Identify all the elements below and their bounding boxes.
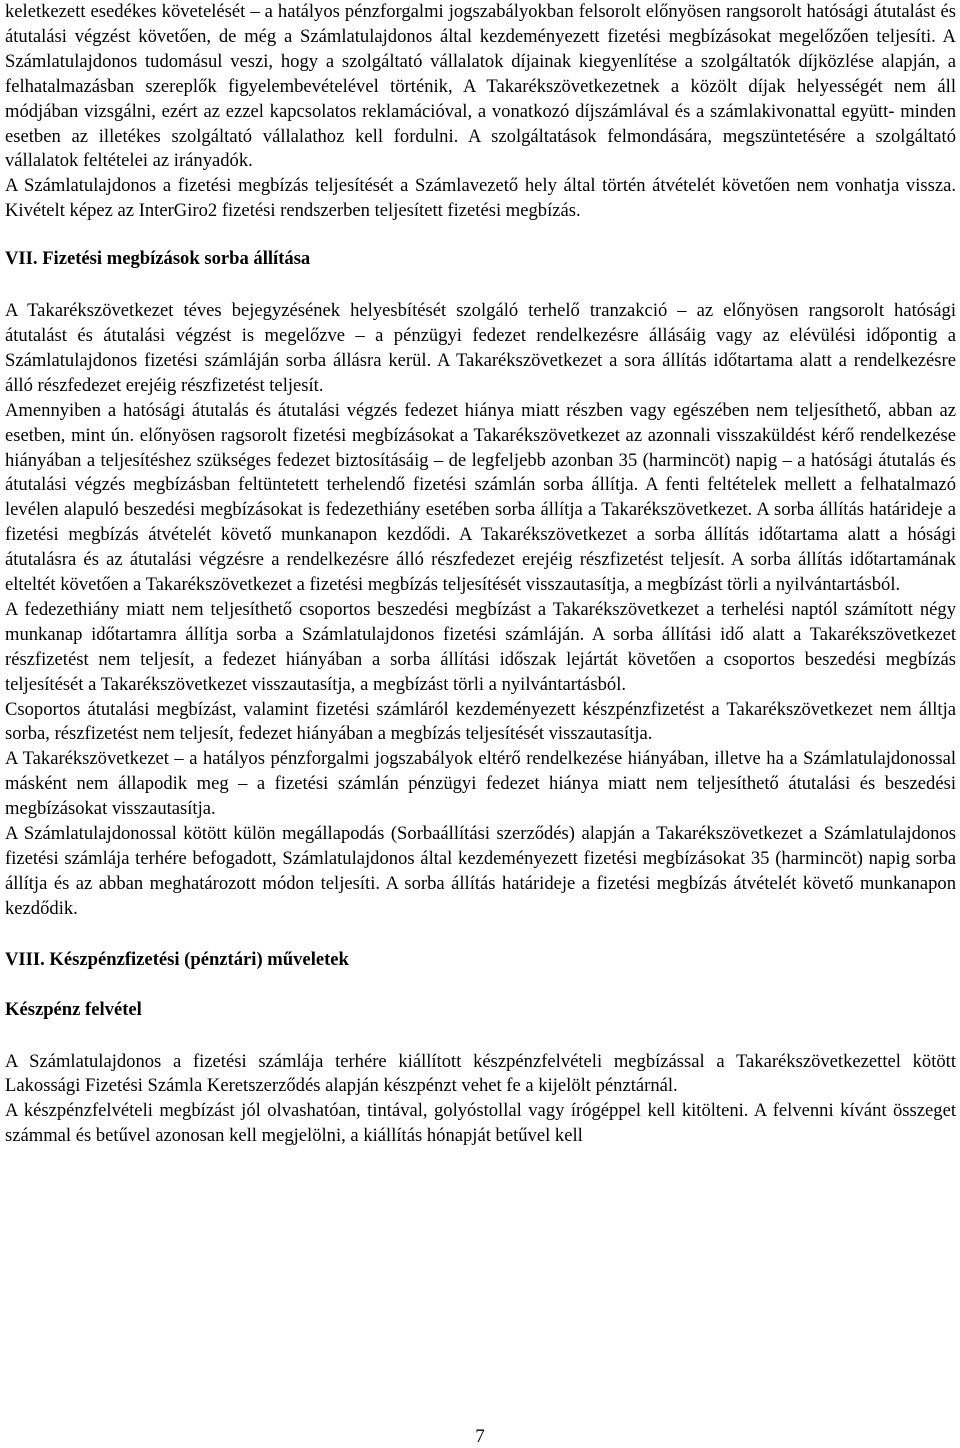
paragraph-withdrawal-form: A készpénzfelvételi megbízást jól olvashatóan, tintával, golyóstollal vagy írógéppel kell kitölteni. A felvenni kívánt összeget számmal és betűvel azonosan kell megjelölni, a kiállítás hónapját betűvel kell [5, 1100, 956, 1147]
paragraph-legal-default: A Takarékszövetkezet – a hatályos pénzforgalmi jogszabályok eltérő rendelkezése hiányában, illetve ha a Számlatulajdonossal másként nem állapodik meg – a fizetési számlán pénzügyi fedezet hiánya miatt nem teljesíthető átutalási és beszedési megbízásokat visszautasítja. [5, 748, 956, 820]
section-heading-viii: VIII. Készpénzfizetési (pénztári) műveletek [5, 948, 349, 970]
section-heading-vii: VII. Fizetési megbízások sorba állítása [5, 248, 311, 270]
paragraph-queueing-order: A Takarékszövetkezet téves bejegyzésének helyesbítését szolgáló terhelő tranzakció – az előnyösen rangsorolt hatósági átutalást és átutalási végzést is megelőzve – a pénzügyi fedezet rendelkezésre állásáig vagy az elévülési időpontig a Számlatulajdonos fizetési számláján sorba állásra kerül. A Takarékszövetkezet a sora állítás időtartama alatt a rendelkezésre álló részfedezet erejéig részfizetést teljesít. [5, 300, 956, 396]
subsection-heading-cash-withdrawal: Készpénz felvétel [5, 998, 142, 1020]
page-number: 7 [475, 1426, 485, 1447]
paragraph-cash-withdrawal: A Számlatulajdonos a fizetési számlája terhére kiállított készpénzfelvételi megbízással a Takarékszövetkezettel kötött Lakossági Fizetési Számla Keretszerződés alapján készpénzt vehet fe a kijelölt pénztárnál. [5, 1050, 956, 1097]
paragraph-group-transfer: Csoportos átutalási megbízást, valamint fizetési számláról kezdeményezett készpénzfizetést a Takarékszövetkezet nem álltja sorba, részfizetést nem teljesít, fedezet hiányában a megbízás teljesítését visszautasítja. [5, 698, 956, 745]
paragraph-irrevocability: A Számlatulajdonos a fizetési megbízás teljesítését a Számlavezető hely által történ átvételét követően nem vonhatja vissza. Kivételt képez az InterGiro2 fizetési rendszerben teljesített fizetési megbízás. [5, 175, 956, 222]
paragraph-queueing-contract: A Számlatulajdonossal kötött külön megállapodás (Sorbaállítási szerződés) alapján a Takarékszövetkezet a Számlatulajdonos fizetési számlája terhére befogadott, Számlatulajdonos által kezdeményezett fizetési megbízásokat 35 (harmincöt) napig sorba állítja és az abban meghatározott módon teljesíti. A sorba állítás határideje a fizetési megbízás átvételét követő munkanapon kezdődik. [5, 823, 956, 919]
paragraph-continuation: keletkezett esedékes követelését – a hatályos pénzforgalmi jogszabályokban felsorolt előnyösen rangsorolt hatósági átutalást és átutalási végzést követően, de még a Számlatulajdonos által kezdeményezett fizetési megbízásokat megelőzően teljesíti. A Számlatulajdonos tudomásul veszi, hogy a szolgáltató vállalatok díjainak kiegyenlítése a szolgáltatók díjközlése alapján, a felhatalmazásban szereplők figyelembevételével történik, A Takarékszövetkezetnek a közölt díjak helyességét nem áll módjában vizsgálni, ezért az ezzel kapcsolatos reklamációval, a vonatkozó díjszámlával és a számlakivonattal együtt- minden esetben az illetékes szolgáltató vállalathoz kell fordulni. A szolgáltatások felmondására, megszüntetésére a szolgáltató vállalatok feltételei az irányadók. [5, 1, 956, 172]
paragraph-insufficient-funds: Amennyiben a hatósági átutalás és átutalási végzés fedezet hiánya miatt részben vagy egészében nem teljesíthető, abban az esetben, mint ún. előnyösen ragsorolt fizetési megbízásokat a Takarékszövetkezet az azonnali visszaküldést kérő rendelkezése hiányában a teljesítéshez szükséges fedezet biztosításáig – de legfeljebb azonban 35 (harmincöt) napig – a hatósági átutalás és átutalási végzés megbízásban feltüntetett terhelendő fizetési számlán sorba állítja. A fenti feltételek mellett a felhatalmazó levélen alapuló beszedési megbízásokat is fedezethiány esetében sorba állítja a Takarékszövetkezet. A sorba állítás határideje a fizetési megbízás átvételét követő munkanapon kezdődi. A Takarékszövetkezet a sorba állítás időtartama alatt a hósági átutalásra és az átutalási végzésre a rendelkezésre álló részfedezet erejéig részfizetést teljesít. A sorba állítás időtartamának elteltét követően a Takarékszövetkezet a fizetési megbízás teljesítését visszautasítja, a megbízást törli a nyilvántartásból. [5, 399, 956, 596]
document-page [5, 0, 956, 1149]
paragraph-group-collection: A fedezethiány miatt nem teljesíthető csoportos beszedési megbízást a Takarékszövetkezet a terhelési naptól számított négy munkanap időtartamra állítja sorba a Számlatulajdonos fizetési számláján. A sorba állítási idő alatt a Takarékszövetkezet részfizetést nem teljesít, a fedezet hiányában a sorba állítási időszak lejártát követően a csoportos beszedési megbízás teljesítését a Takarékszövetkezet visszautasítja, a megbízást törli a nyilvántartásból. [5, 598, 956, 695]
